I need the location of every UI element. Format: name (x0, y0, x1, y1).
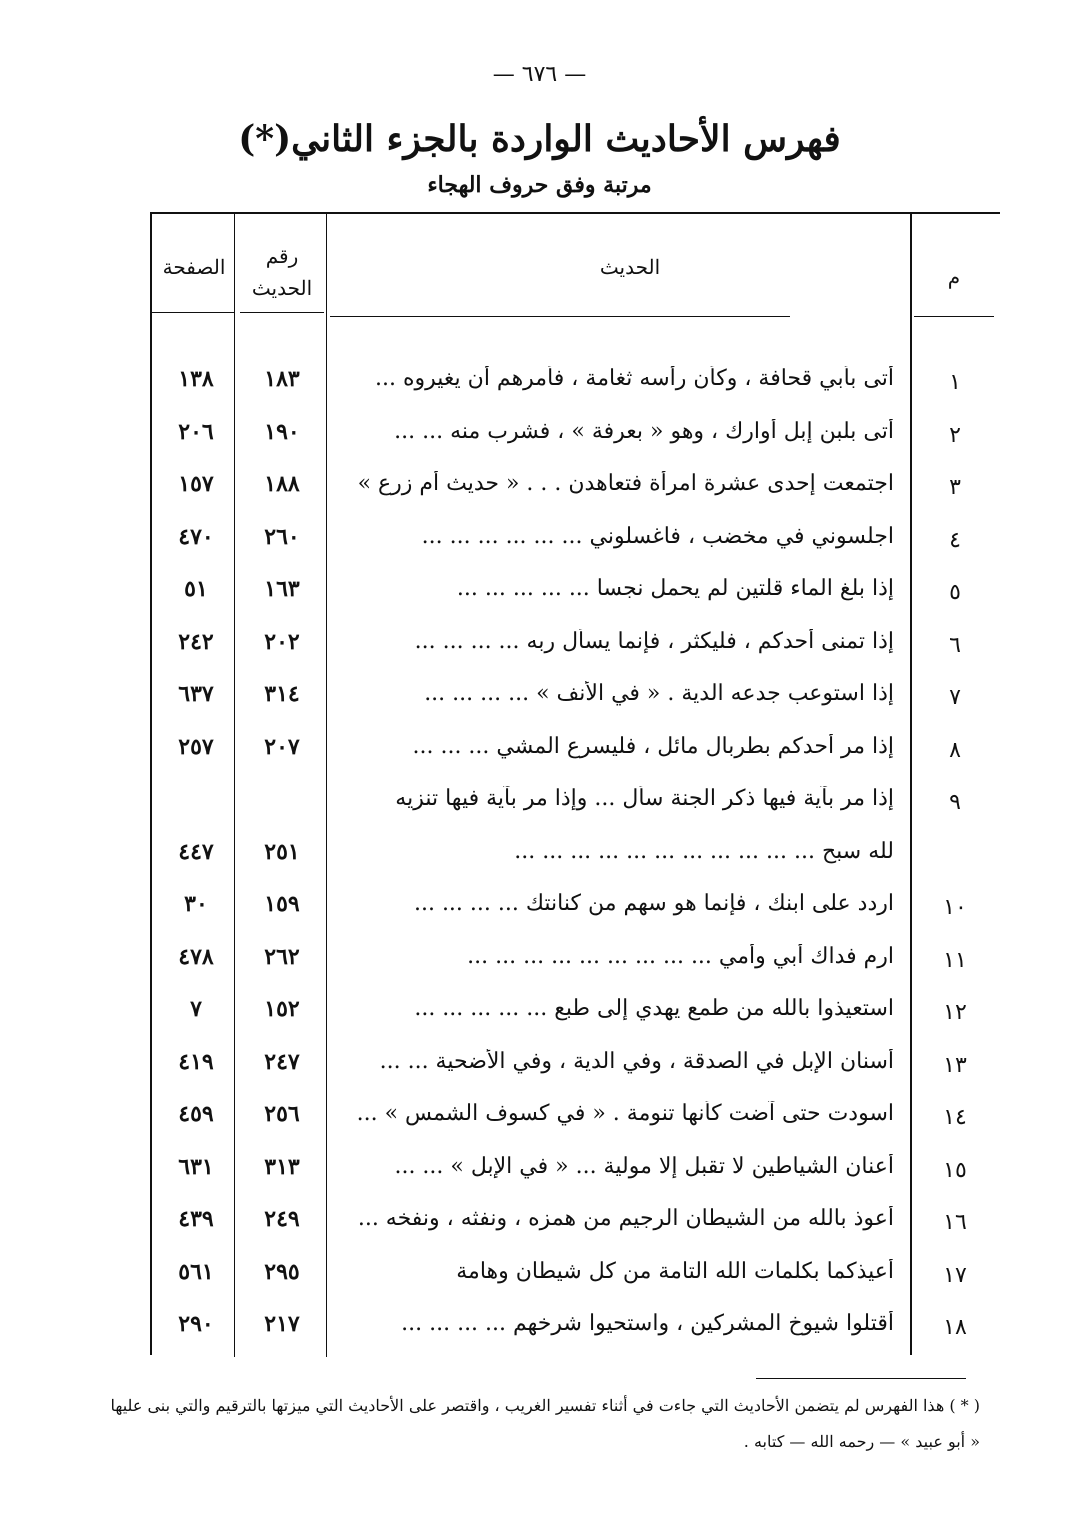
table-row (150, 673, 1000, 725)
page-ref: ١٣٨ (178, 366, 214, 392)
header-underline (150, 312, 234, 313)
table-row (150, 516, 1000, 568)
hadith-number: ٣١٣ (264, 1153, 300, 1180)
hadith-text: إذا مر بآية فيها ذكر الجنة سأل ... وإذا مر بآية فيها تنزيه (395, 786, 894, 811)
table-row (150, 411, 1000, 463)
page-title: فهرس الأحاديث الواردة بالجزء الثاني(*) (238, 118, 841, 160)
row-index: ٣ (949, 475, 961, 500)
table-row (150, 568, 1000, 620)
page-ref: ١٥٧ (178, 471, 214, 497)
row-index: ٩ (949, 790, 961, 815)
page-subtitle: مرتبة وفق حروف الهجاء (427, 172, 652, 198)
row-index: ٦ (949, 632, 961, 658)
row-index: ٥ (949, 580, 961, 605)
row-index: ١٧ (943, 1262, 967, 1288)
footnote-divider (756, 1378, 966, 1379)
page-ref: ٧ (190, 996, 202, 1022)
hadith-text: إذا بلغ الماء قلتين لم يحمل نجسا ... ... ... ... ... (456, 576, 894, 601)
table-row (150, 831, 1000, 883)
hadith-text: أسنان الإبل في الصدقة ، وفي الدية ، وفي الأضحية ... ... (379, 1048, 894, 1074)
row-index: ٤ (949, 527, 961, 553)
row-index: ١٥ (943, 1157, 967, 1183)
table-row (150, 883, 1000, 935)
page-ref: ٥١ (184, 576, 208, 602)
hadith-number: ١٨٣ (264, 366, 300, 392)
header-underline (330, 316, 790, 317)
hadith-text: إذا تمنى أحدكم ، فليكثر ، فإنما يسأل ربه ... ... ... ... (414, 628, 894, 654)
table-row (150, 988, 1000, 1040)
header-hadith-number: رقم الحديث (251, 244, 313, 300)
hadith-text: ارم فداك أبي وأمي ... ... ... ... ... ... ... ... ... (467, 943, 894, 969)
page-ref: ٤٧٨ (178, 943, 214, 970)
hadith-number: ٣١٤ (264, 681, 300, 707)
page-ref: ٤١٩ (178, 1048, 214, 1075)
hadith-text: اسودت حتى آضت كأنها تنومة . « في كسوف الشمس » ... (356, 1101, 894, 1126)
row-index: ١١ (943, 947, 967, 973)
hadith-text: اجلسوني في مخضب ، فاغسلوني ... ... ... ... ... ... (421, 523, 894, 549)
page-ref: ٤٥٩ (178, 1101, 214, 1127)
hadith-number: ٢٦٠ (264, 523, 300, 550)
row-index: ٨ (949, 737, 961, 763)
hadith-text: أتى بلبن إبل أوارك ، وهو « بعرفة » ، فشرب منه ... ... (394, 418, 894, 444)
row-index: ١٦ (943, 1210, 967, 1235)
row-index: ٧ (949, 685, 961, 710)
hadith-text: أقتلوا شيوخ المشركين ، واستحيوا شرخهم ... ... ... ... (401, 1311, 894, 1336)
hadith-number: ١٦٣ (264, 576, 300, 602)
footnote: ( * ) هذا الفهرس لم يتضمن الأحاديث التي جاءت في أثناء تفسير الغريب ، واقتصر على الأحاديث التي ميزتها بالترقيم والتي بنى عليها « أبو عبيد » — رحمه الله — كتابه . (110, 1396, 980, 1451)
row-index: ١٠ (943, 895, 967, 920)
hadith-text: اجتمعت إحدى عشرة امرأة فتعاهدن . . . « حديث أم زرع » (357, 471, 894, 496)
table-row (150, 358, 1000, 410)
table-row (150, 1041, 1000, 1093)
page-ref: ٢٤٢ (178, 628, 214, 655)
row-index: ١ (949, 370, 961, 395)
hadith-text: أعنان الشياطين لا تقبل إلا مولية ... « في الإبل » ... ... (394, 1153, 894, 1179)
header-underline (914, 316, 994, 317)
row-index: ١٤ (943, 1105, 967, 1130)
hadith-number: ١٥٩ (264, 891, 300, 917)
hadith-text: إذا مر أحدكم بطربال مائل ، فليسرع المشي ... ... ... (412, 733, 894, 759)
hadith-number: ١٨٨ (264, 471, 300, 497)
page-ref: ٥٦١ (178, 1258, 214, 1285)
hadith-text: اردد على ابنك ، فإنما هو سهم من كنانتك ... ... ... ... (413, 891, 894, 916)
header-page: الصفحة (162, 255, 226, 279)
page-ref: ٤٧٠ (178, 523, 214, 550)
header-underline (240, 312, 324, 313)
page-ref: ٦٣١ (178, 1153, 214, 1180)
hadith-number: ٢٤٧ (264, 1048, 300, 1075)
header-hadith: الحديث (599, 255, 661, 279)
row-index: ١٢ (943, 1000, 967, 1025)
hadith-number: ٢٦٢ (264, 943, 300, 970)
page-ref: ٣٠ (184, 891, 208, 917)
hadith-number: ١٥٢ (264, 996, 300, 1022)
row-index: ١٨ (943, 1315, 967, 1340)
table-row (150, 778, 1000, 830)
page-ref: ٤٤٧ (178, 838, 214, 865)
table-row (150, 1198, 1000, 1250)
table-row (150, 936, 1000, 988)
page-ref: ٢٥٧ (178, 733, 214, 760)
page-ref: ٤٣٩ (178, 1206, 214, 1232)
hadith-number: ٢٠٢ (264, 628, 300, 655)
row-index: ٢ (949, 422, 961, 448)
page-ref: ٢٩٠ (178, 1311, 214, 1337)
table-row (150, 1146, 1000, 1198)
hadith-text: أتى بأبي قحافة ، وكأن رأسه ثغامة ، فأمرهم أن يغيروه ... (375, 366, 894, 391)
hadith-text: أعيذكما بكلمات الله التامة من كل شيطان وهامة (456, 1258, 894, 1284)
page-ref: ٦٣٧ (178, 681, 214, 707)
hadith-index-table (150, 212, 1000, 1355)
table-row (150, 1093, 1000, 1145)
hadith-number: ٢٤٩ (264, 1206, 300, 1232)
hadith-number: ١٩٠ (264, 418, 300, 445)
hadith-number: ٢٠٧ (264, 733, 300, 760)
row-index: ١٣ (943, 1052, 967, 1078)
table-row (150, 463, 1000, 515)
table-row (150, 1303, 1000, 1355)
hadith-number: ٢٩٥ (264, 1258, 300, 1285)
table-row (150, 726, 1000, 778)
hadith-text: أعوذ بالله من الشيطان الرجيم من همزه ، ونفثه ، ونفخه ... (357, 1206, 894, 1231)
hadith-text: استعيذوا بالله من طمع يهدي إلى طبع ... ... ... ... ... (414, 996, 894, 1021)
hadith-number: ٢٥١ (264, 838, 300, 865)
page-ref: ٢٠٦ (178, 418, 214, 445)
header-index: م (947, 265, 961, 289)
hadith-number: ٢٥٦ (264, 1101, 300, 1127)
table-row (150, 1251, 1000, 1303)
hadith-text: لله سبح ... ... ... ... ... ... ... ... ... ... ... (514, 838, 894, 864)
hadith-text: إذا استوعب جدعه الدية . « في الأنف » ... ... ... ... (424, 681, 894, 706)
page-number: — ٦٧٦ — (492, 62, 587, 87)
hadith-number: ٢١٧ (264, 1311, 300, 1337)
table-top-border (150, 212, 1000, 214)
table-row (150, 621, 1000, 673)
